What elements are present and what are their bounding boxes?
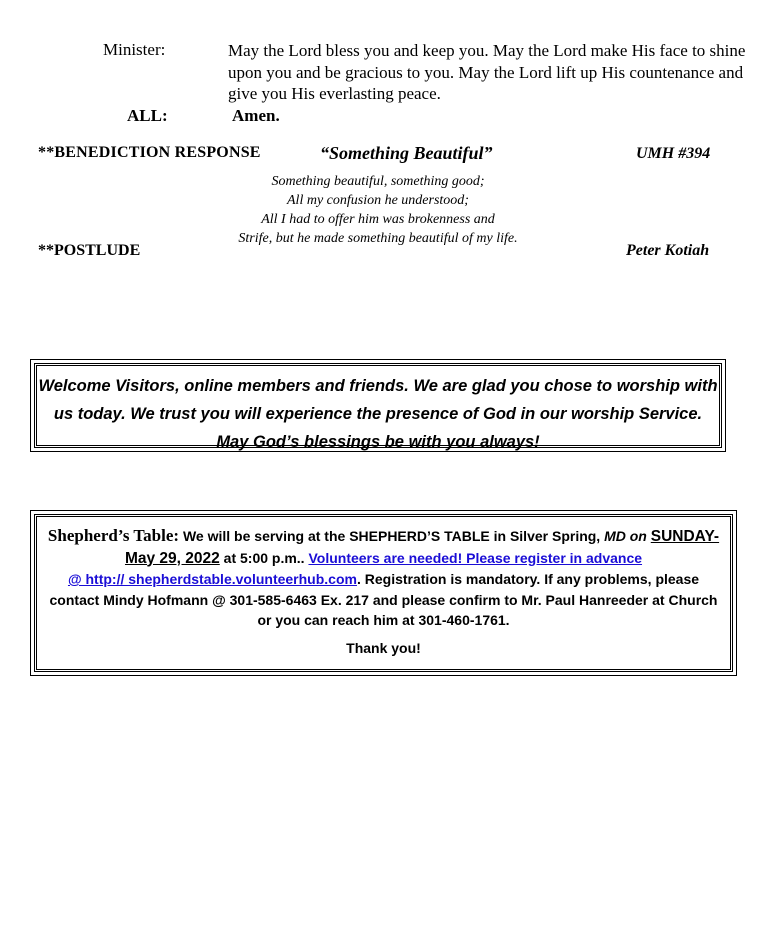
welcome-box-inner-border: [34, 363, 722, 451]
shepherds-table-box: [30, 510, 737, 676]
shepherds-table-body: . Registration is mandatory. If any problems, please contact Mindy Hofmann @ 301-585-6463 Ex. 217 and please confirm to Mr. Paul Hanreeder at Church or you can reach him at 301-460-1761.: [49, 571, 718, 628]
benediction-lyrics: [180, 172, 576, 248]
postlude-heading: **POSTLUDE: [38, 242, 141, 259]
all-label: ALL:: [127, 106, 168, 125]
lyric-line: Strife, but he made something beautiful of my life.: [238, 231, 518, 246]
welcome-line: us today. We trust you will experience the presence of God in our worship Service.: [53, 405, 703, 423]
welcome-line: Welcome Visitors, online members and friends. We are glad you chose to worship with: [38, 377, 718, 395]
lyric-line: Something beautiful, something good;: [271, 174, 485, 189]
welcome-line: May God’s blessings be with you always!: [216, 433, 540, 451]
shepherds-table-title: Shepherd’s Table:: [47, 526, 180, 545]
benediction-response-heading: **BENEDICTION RESPONSE: [38, 144, 261, 161]
postlude-composer: Peter Kotiah: [626, 242, 710, 259]
volunteer-register-link[interactable]: Volunteers are needed! Please register in advance: [308, 549, 643, 566]
shepherds-table-sunday: SUNDAY-: [650, 528, 720, 545]
welcome-message: [37, 372, 719, 456]
shepherds-table-box-inner-border: [34, 514, 733, 672]
volunteerhub-url-link[interactable]: @ http:// shepherdstable.volunteerhub.com: [67, 571, 357, 587]
all-response-text: Amen.: [232, 106, 280, 125]
benediction-song-title: “Something Beautiful”: [320, 143, 493, 163]
hymn-number: UMH #394: [636, 145, 711, 162]
shepherds-table-announcement: [43, 526, 724, 658]
minister-blessing-text: May the Lord bless you and keep you. May the Lord make His face to shine upon you and be gracious to you. May the Lord lift up His countenance and give you His everlasting peace.: [228, 41, 746, 103]
shepherds-table-date: May 29, 2022: [124, 549, 220, 567]
welcome-box: [30, 359, 726, 452]
thank-you-text: Thank you!: [346, 639, 421, 656]
minister-label: Minister:: [103, 40, 166, 59]
lyric-line: All my confusion he understood;: [287, 193, 469, 208]
shepherds-table-intro: We will be serving at the SHEPHERD’S TABLE in Silver Spring,: [179, 528, 605, 544]
shepherds-table-md: MD on: [604, 528, 647, 544]
shepherds-table-time: at 5:00 p.m..: [219, 549, 309, 566]
lyric-line: All I had to offer him was brokenness and: [261, 212, 495, 227]
